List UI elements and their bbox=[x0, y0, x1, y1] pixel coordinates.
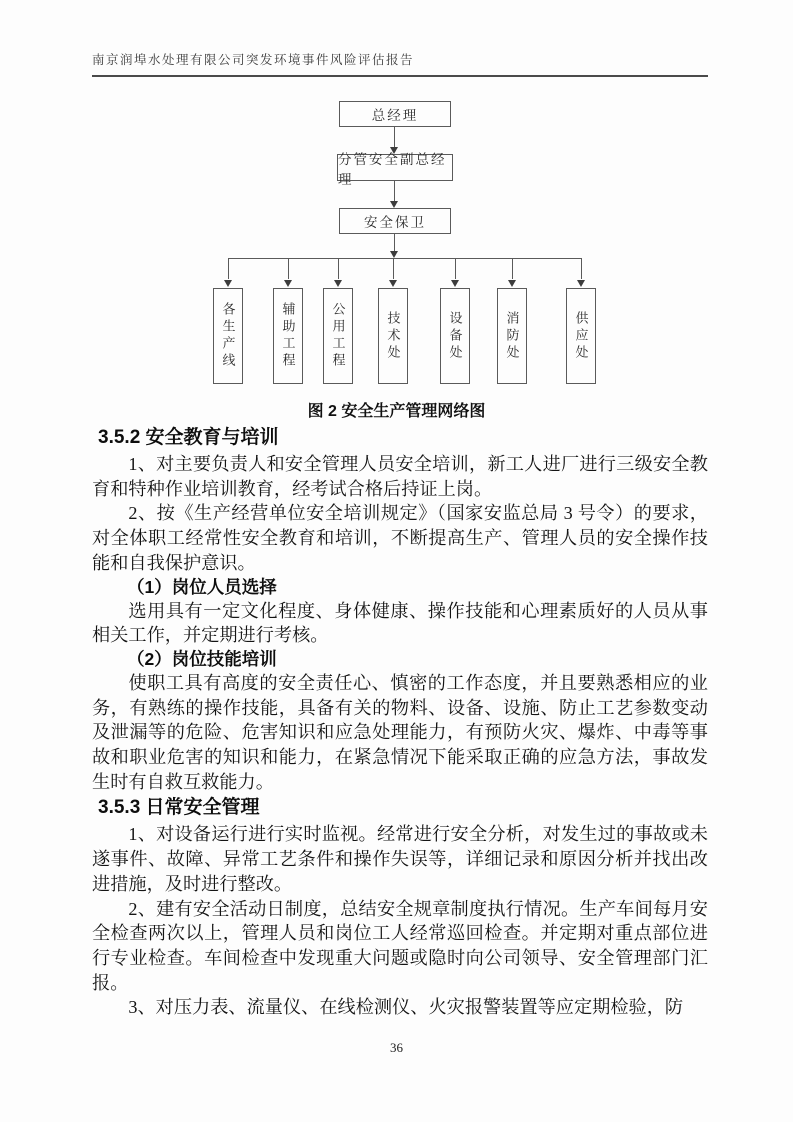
paragraph: 2、按《生产经营单位安全培训规定》（国家安监总局 3 号令）的要求，对全体职工经常性安全教育和培训，不断提高生产、管理人员的安全操作技能和自我保护意识。 bbox=[92, 503, 708, 573]
org-node-label: 技术处 bbox=[385, 310, 401, 362]
paragraph: 2、建有安全活动日制度，总结安全规章制度执行情况。生产车间每月安全检查两次以上，管理人员和岗位工人经常巡回检查。并定期对重点部位进行专业检查。车间检查中发现重大问题或隐时向公司领导、安全管理部门汇报。 bbox=[92, 898, 708, 993]
paragraph: 使职工具有高度的安全责任心、慎密的工作态度，并且要熟悉相应的业务，有熟练的操作技能，具备有关的物料、设备、设施、防止工艺参数变动及泄漏等的危险、危害知识和应急处理能力，有预防火灾、爆炸、中毒等事故和职业危害的知识和能力，在紧急情况下能采取正确的应急方法，事故发生时有自救互救能力。 bbox=[92, 672, 708, 792]
subsection-heading-2: （2）岗位技能培训 bbox=[127, 648, 277, 669]
paragraph: 1、对设备运行进行实时监视。经常进行安全分析，对发生过的事故或未遂事件、故障、异常工艺条件和操作失误等，详细记录和原因分析并找出改进措施，及时进行整改。 bbox=[92, 824, 708, 894]
org-node-fire-dept bbox=[497, 288, 527, 384]
org-connector-line bbox=[512, 258, 513, 279]
org-connector-line bbox=[581, 258, 582, 279]
paragraph: 1、对主要负责人和安全管理人员安全培训，新工人进厂进行三级安全教育和特种作业培训教育，经考试合格后持证上岗。 bbox=[92, 454, 708, 499]
org-connector-line bbox=[288, 258, 289, 279]
org-connector-line bbox=[394, 127, 395, 148]
org-connector-line bbox=[228, 258, 581, 259]
arrow-down-icon bbox=[451, 280, 459, 287]
org-node-utility-engineering bbox=[323, 288, 353, 384]
org-node-technical-dept bbox=[378, 288, 408, 384]
arrow-down-icon bbox=[577, 280, 585, 287]
running-header: 南京润埠水处理有限公司突发环境事件风险评估报告 bbox=[92, 50, 708, 77]
org-node-label: 消防处 bbox=[504, 310, 520, 362]
org-connector-line bbox=[338, 258, 339, 279]
arrow-down-icon bbox=[224, 280, 232, 287]
arrow-down-icon bbox=[390, 201, 398, 208]
org-connector-line bbox=[393, 258, 394, 279]
org-node-label: 设备处 bbox=[447, 310, 463, 362]
org-node-supply-dept bbox=[566, 288, 596, 384]
arrow-down-icon bbox=[389, 280, 397, 287]
org-connector-line bbox=[455, 258, 456, 279]
org-chart bbox=[0, 95, 793, 395]
org-node-production-lines bbox=[213, 288, 243, 384]
arrow-down-icon bbox=[334, 280, 342, 287]
org-connector-line bbox=[228, 258, 229, 279]
org-node-deputy-gm-safety: 分管安全副总经理 bbox=[337, 154, 453, 181]
org-node-label: 各生产线 bbox=[220, 302, 236, 370]
org-node-label: 供应处 bbox=[573, 310, 589, 362]
org-node-general-manager: 总经理 bbox=[339, 101, 451, 127]
section-heading-352: 3.5.2 安全教育与培训 bbox=[98, 427, 279, 448]
org-connector-line bbox=[394, 181, 395, 201]
section-heading-353: 3.5.3 日常安全管理 bbox=[98, 797, 260, 819]
org-node-label: 辅助工程 bbox=[280, 302, 296, 370]
arrow-down-icon bbox=[284, 280, 292, 287]
arrow-down-icon bbox=[390, 251, 398, 258]
org-node-auxiliary-engineering bbox=[273, 288, 303, 384]
org-node-equipment-dept bbox=[440, 288, 470, 384]
paragraph: 3、对压力表、流量仪、在线检测仪、火灾报警装置等应定期检验，防 bbox=[128, 997, 684, 1018]
document-body bbox=[92, 424, 708, 1020]
arrow-down-icon bbox=[508, 280, 516, 287]
org-connector-line bbox=[394, 234, 395, 251]
subsection-heading-1: （1）岗位人员选择 bbox=[127, 576, 277, 597]
paragraph: 选用具有一定文化程度、身体健康、操作技能和心理素质好的人员从事相关工作，并定期进行考核。 bbox=[92, 600, 708, 646]
figure-caption: 图 2 安全生产管理网络图 bbox=[307, 403, 486, 420]
org-node-safety-security: 安全保卫 bbox=[339, 208, 451, 234]
page-number: 36 bbox=[390, 1040, 403, 1055]
arrow-down-icon bbox=[390, 147, 398, 154]
org-node-label: 公用工程 bbox=[330, 302, 346, 370]
